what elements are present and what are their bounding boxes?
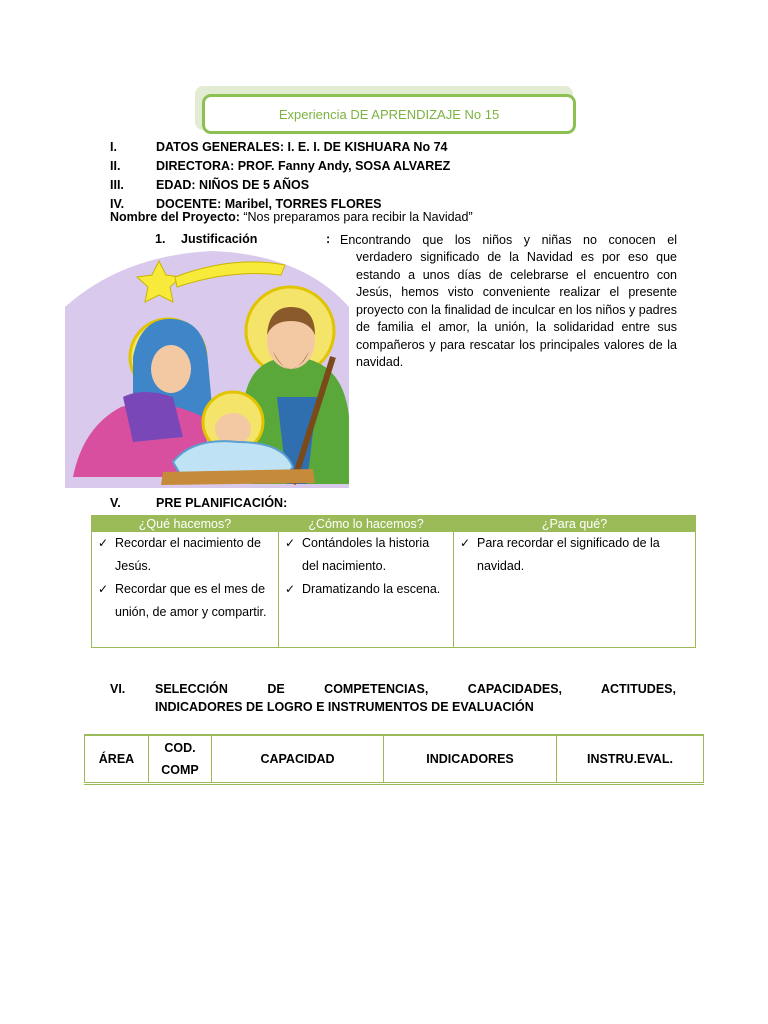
section-title-line1: SELECCIÓN DE COMPETENCIAS, CAPACIDADES, ACTITUDES, [155, 682, 676, 696]
list-item [98, 532, 274, 578]
list-item-text: Recordar el nacimiento de Jesús. [115, 536, 261, 573]
justification-label: Justificación [181, 232, 258, 246]
list-item [285, 578, 449, 601]
checkmark-icon: ✓ [460, 536, 471, 550]
section-title: PRE PLANIFICACIÓN: [156, 496, 288, 510]
justification-num: 1. [155, 232, 166, 246]
list-item [460, 532, 691, 578]
section-num: VI. [110, 682, 126, 696]
justification-text: verdadero significado de la Navidad es por eso que estando a unos días de celebrarse el encuentro con Jesús, hemos visto conveniente realizar el presente proyecto con la finalidad de inculcar en los niños y padres de familia el amor, la unión, la solidaridad entre sus compañeros y para rescatar los principales valores de la navidad. [356, 250, 677, 369]
table-header: COD. COMP [149, 735, 212, 784]
datos-num: III. [110, 178, 124, 192]
nativity-scene-illustration [63, 247, 351, 488]
datos-text: DOCENTE: Maribel, TORRES FLORES [156, 197, 382, 211]
checkmark-icon: ✓ [98, 582, 109, 596]
justification-heading [155, 232, 257, 246]
list-item-text: Dramatizando la escena. [302, 582, 441, 596]
table-header-row [92, 516, 696, 532]
list-item-text: Contándoles la historia del nacimiento. [302, 536, 430, 573]
table-cell [279, 532, 454, 648]
table-row [92, 532, 696, 648]
checkmark-icon: ✓ [285, 582, 296, 596]
datos-num: II. [110, 159, 121, 173]
justification-colon: : [326, 232, 331, 246]
datos-row [110, 176, 450, 195]
datos-row [110, 157, 450, 176]
datos-text: DIRECTORA: PROF. Fanny Andy, SOSA ALVAREZ [156, 159, 451, 173]
datos-text: EDAD: NIÑOS DE 5 AÑOS [156, 178, 310, 192]
table-cell [454, 532, 696, 648]
table-header: INSTRU.EVAL. [557, 735, 704, 784]
table-header: INDICADORES [384, 735, 557, 784]
section-pre-planificacion [110, 496, 287, 510]
document-title: Experiencia DE APRENDIZAJE No 15 [202, 94, 576, 134]
project-name [110, 209, 473, 226]
datos-num: I. [110, 140, 117, 154]
project-label: Nombre del Proyecto: [110, 210, 240, 224]
datos-row [110, 138, 450, 157]
table-header: ¿Cómo lo hacemos? [279, 516, 454, 532]
table-header: ¿Para qué? [454, 516, 696, 532]
section-title-line2: INDICADORES DE LOGRO E INSTRUMENTOS DE EVALUACIÓN [155, 700, 534, 714]
datos-num: IV. [110, 197, 125, 211]
table-header-row [85, 735, 704, 784]
project-value: “Nos preparamos para recibir la Navidad” [239, 210, 473, 224]
checkmark-icon: ✓ [285, 536, 296, 550]
list-item-text: Recordar que es el mes de unión, de amor y compartir. [115, 582, 267, 619]
datos-text: DATOS GENERALES: I. E. I. DE KISHUARA No 74 [156, 140, 448, 154]
table-header: ¿Qué hacemos? [92, 516, 279, 532]
table-cell [92, 532, 279, 648]
section-num: V. [110, 496, 121, 510]
checkmark-icon: ✓ [98, 536, 109, 550]
list-item [98, 578, 274, 624]
pre-planificacion-table [91, 515, 696, 648]
list-item-text: Para recordar el significado de la navidad. [477, 536, 660, 573]
list-item [285, 532, 449, 578]
table-header: CAPACIDAD [212, 735, 384, 784]
datos-generales [110, 138, 450, 214]
competencias-table [84, 734, 704, 785]
justification-text-first: Encontrando que los niños y niñas no conocen el [340, 233, 677, 247]
table-header: ÁREA [85, 735, 149, 784]
